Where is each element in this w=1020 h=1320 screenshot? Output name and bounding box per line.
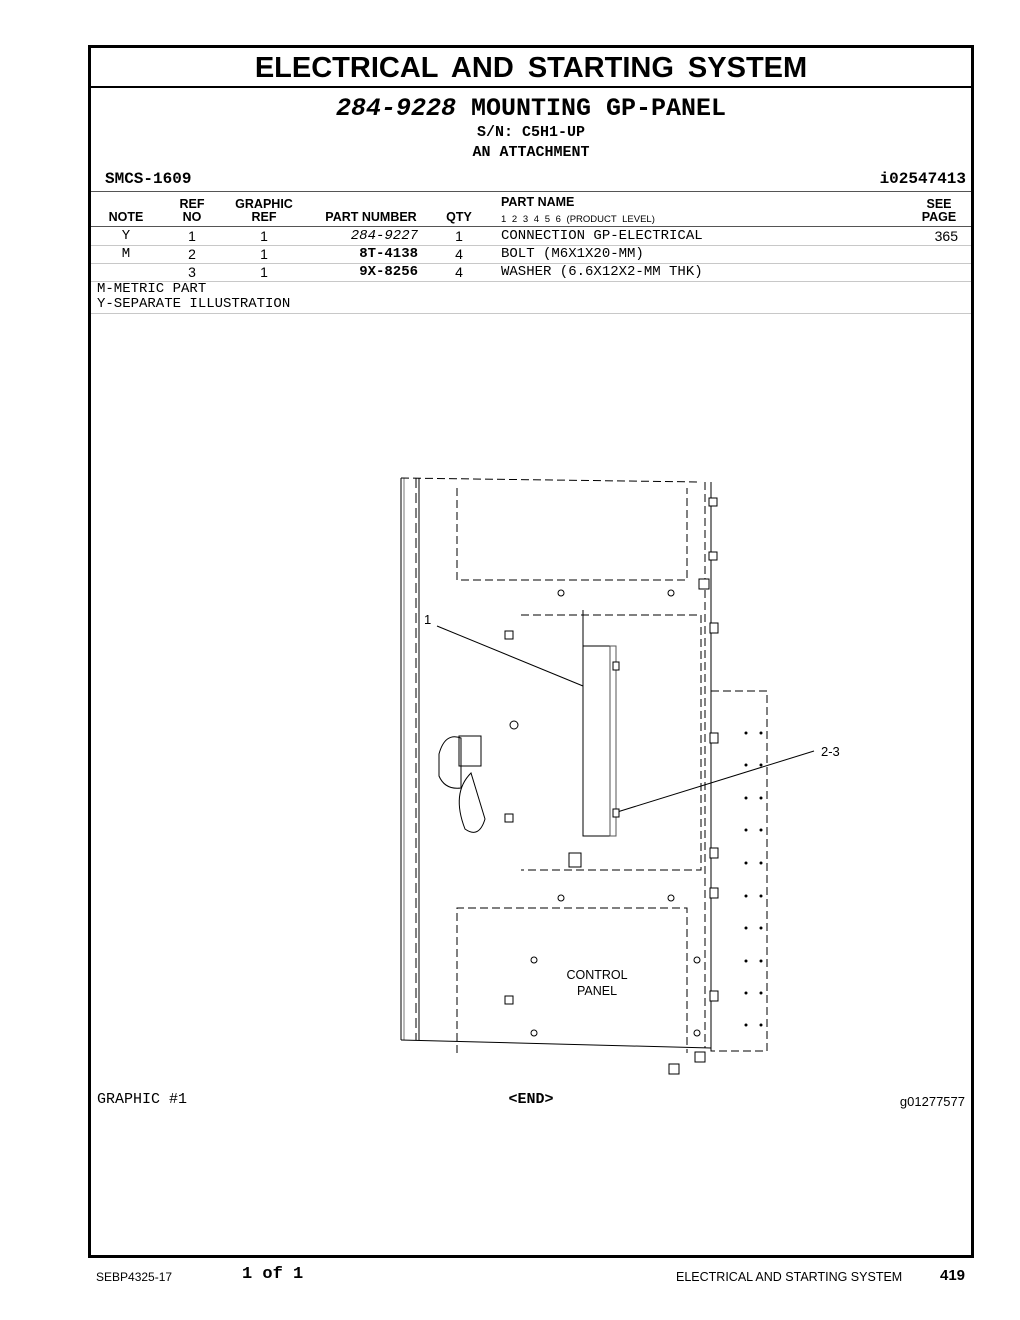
- group-number: 284-9228: [335, 94, 456, 123]
- notes-block: [97, 282, 290, 312]
- end-marker: <END>: [508, 1091, 554, 1108]
- row-graphic: 1: [260, 228, 268, 244]
- col-see-bottom: PAGE: [921, 210, 957, 224]
- row-part-number[interactable]: 8T-4138: [359, 246, 418, 262]
- graphic-id: g01277577: [899, 1094, 965, 1109]
- header-top-rule: [91, 191, 971, 192]
- row-see-page[interactable]: 365: [934, 228, 958, 244]
- row-note: M: [121, 246, 131, 262]
- row-part-number[interactable]: 284-9227: [350, 228, 418, 244]
- footer-section: ELECTRICAL AND STARTING SYSTEM: [676, 1270, 903, 1284]
- page-frame: [88, 45, 974, 1258]
- row-ref: 3: [188, 264, 196, 280]
- note-metric: M-METRIC PART: [97, 281, 207, 297]
- row-ref: 1: [188, 228, 196, 244]
- row-qty: 4: [455, 246, 463, 262]
- col-part-number: PART NUMBER: [325, 210, 417, 224]
- row-qty: 4: [455, 264, 463, 280]
- group-name: MOUNTING GP-PANEL: [471, 94, 727, 123]
- parts-drawing: [321, 468, 840, 1058]
- row-graphic: 1: [260, 246, 268, 262]
- row-qty: 1: [455, 228, 463, 244]
- product-levels: 1 2 3 4 5 6 (PRODUCT LEVEL): [501, 214, 655, 225]
- control-panel-label-2: PANEL: [576, 984, 618, 998]
- col-qty: QTY: [446, 210, 472, 224]
- row-part-name: WASHER (6.6X12X2-MM THK): [501, 264, 703, 280]
- row-part-name: BOLT (M6X1X20-MM): [501, 246, 644, 262]
- col-graphic-top: GRAPHIC: [235, 197, 293, 211]
- illustration-id: i02547413: [879, 170, 966, 188]
- col-ref-bottom: NO: [182, 210, 202, 224]
- col-graphic-bottom: REF: [251, 210, 277, 224]
- col-note: NOTE: [108, 210, 144, 224]
- page-of: 1 of 1: [242, 1265, 304, 1284]
- row-part-number[interactable]: 9X-8256: [359, 264, 418, 280]
- document-number: SEBP4325-17: [96, 1270, 173, 1284]
- smcs-code: SMCS-1609: [105, 170, 192, 188]
- serial-range: S/N: C5H1-UP: [476, 124, 586, 141]
- col-part-name: PART NAME: [501, 195, 575, 209]
- callout-2-3: 2-3: [821, 744, 840, 759]
- graphic-label: GRAPHIC #1: [97, 1091, 188, 1108]
- header-bottom-rule: [91, 226, 971, 227]
- attachment-label: AN ATTACHMENT: [472, 144, 590, 161]
- row-ref: 2: [188, 246, 196, 262]
- row-note: Y: [121, 228, 131, 244]
- col-see-top: SEE: [926, 197, 952, 211]
- section-title: ELECTRICAL AND STARTING SYSTEM: [91, 48, 971, 88]
- col-ref-top: REF: [179, 197, 205, 211]
- group-heading: [91, 94, 971, 123]
- notes-divider: [91, 313, 971, 314]
- callout-1: 1: [424, 612, 432, 627]
- note-separate: Y-SEPARATE ILLUSTRATION: [97, 296, 291, 312]
- page-number: 419: [940, 1267, 966, 1284]
- row-graphic: 1: [260, 264, 268, 280]
- row-part-name: CONNECTION GP-ELECTRICAL: [501, 228, 703, 244]
- control-panel-label-1: CONTROL: [566, 968, 628, 982]
